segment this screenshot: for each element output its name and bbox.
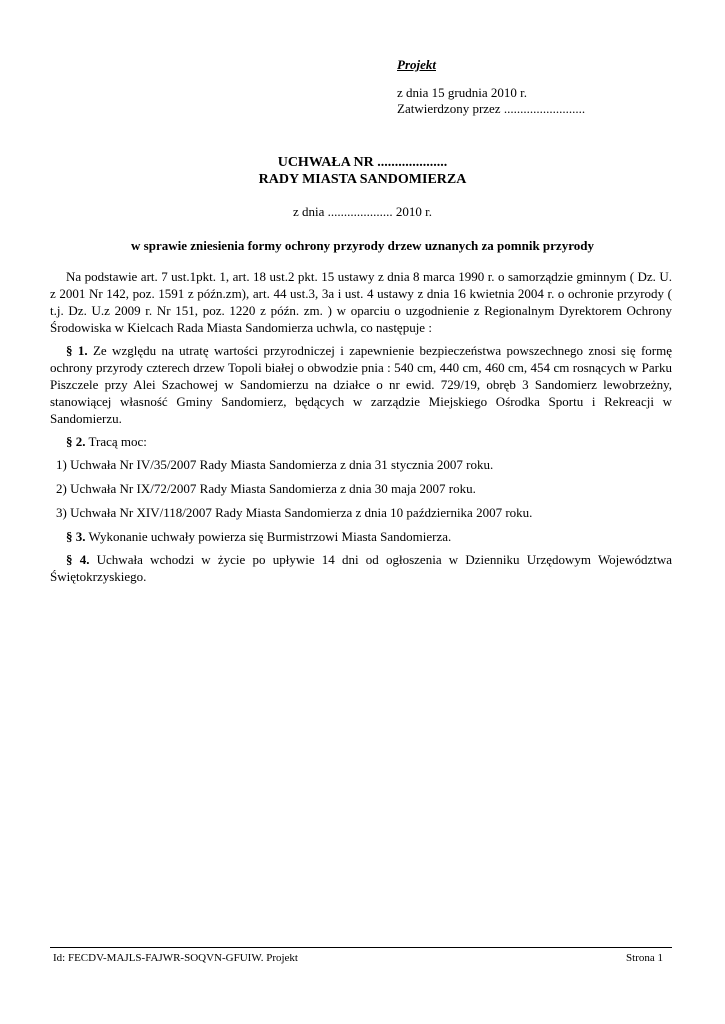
paragraph-4	[50, 551, 672, 585]
paragraph-2-text: Tracą moc:	[85, 434, 147, 449]
projekt-label: Projekt	[397, 57, 436, 72]
paragraph-3-label: § 3.	[66, 529, 86, 544]
council-name: RADY MIASTA SANDOMIERZA	[258, 172, 467, 187]
paragraph-1	[50, 342, 672, 427]
page-footer	[53, 952, 663, 964]
resolution-title	[60, 154, 665, 188]
paragraph-3-text: Wykonanie uchwały powierza się Burmistrzowi Miasta Sandomierza.	[85, 529, 452, 544]
list-item: 2) Uchwała Nr IX/72/2007 Rady Miasta Sandomierza z dnia 30 maja 2007 roku.	[56, 481, 476, 496]
resolution-body	[50, 268, 672, 591]
footer-divider	[50, 947, 672, 948]
preamble: Na podstawie art. 7 ust.1pkt. 1, art. 18 ust.2 pkt. 15 ustawy z dnia 8 marca 1990 r. o samorządzie gminnym ( Dz. U. z 2001 Nr 142, poz. 1591 z późn.zm), art. 44 ust.3, 3a i ust. 4 ustawy z dnia 16 kwietnia 2004 r. o ochronie przyrody ( t.j. Dz. U.z 2009 r. Nr 151, poz. 1220 z późn. zm. ) w oparciu o uzgodnienie z Regionalnym Dyrektorem Ochrony Środowiska w Kielcach Rada Miasta Sandomierza uchwla, co następuje :	[50, 269, 672, 335]
paragraph-2-label: § 2.	[66, 434, 86, 449]
paragraph-1-text: Ze względu na utratę wartości przyrodniczej i zapewnienie bezpieczeństwa powszechnego znosi się formę ochrony przyrody czterech drzew Topoli białej o obwodzie pnia : 540 cm, 440 cm, 460 cm, 454 cm rosnących w Parku Piszczele przy Alei Szachowej w Sandomierzu na działce o nr ewid. 729/19, obręb 3 Sandomierz lewobrzeżny, stanowiącej własność Gminy Sandomierz, będących w zarządzie Miejskiego Ośrodka Sportu i Rekreacji w Sandomierzu.	[50, 343, 673, 426]
list-item: 3) Uchwała Nr XIV/118/2007 Rady Miasta Sandomierza z dnia 10 października 2007 roku.	[56, 505, 533, 520]
paragraph-4-label: § 4.	[66, 552, 90, 567]
approved-by-line: Zatwierdzony przez .........................	[397, 101, 586, 116]
page-number: Strona 1	[626, 952, 663, 964]
paragraph-2	[50, 433, 672, 450]
document-id: Id: FECDV-MAJLS-FAJWR-SOQVN-GFUIW. Projekt	[53, 952, 298, 964]
list-item: 1) Uchwała Nr IV/35/2007 Rady Miasta Sandomierza z dnia 31 stycznia 2007 roku.	[56, 457, 494, 472]
draft-date: z dnia 15 grudnia 2010 r.	[397, 85, 527, 100]
resolution-date: z dnia .................... 2010 r.	[292, 204, 432, 219]
paragraph-3	[50, 528, 672, 545]
paragraph-4-text: Uchwała wchodzi w życie po upływie 14 dni od ogłoszenia w Dzienniku Urzędowym Województwa Świętokrzyskiego.	[50, 552, 672, 584]
resolution-subject: w sprawie zniesienia formy ochrony przyrody drzew uznanych za pomnik przyrody	[131, 238, 594, 253]
draft-header	[397, 57, 697, 117]
paragraph-1-label: § 1.	[66, 343, 88, 358]
resolution-number: UCHWAŁA NR ....................	[277, 155, 448, 170]
